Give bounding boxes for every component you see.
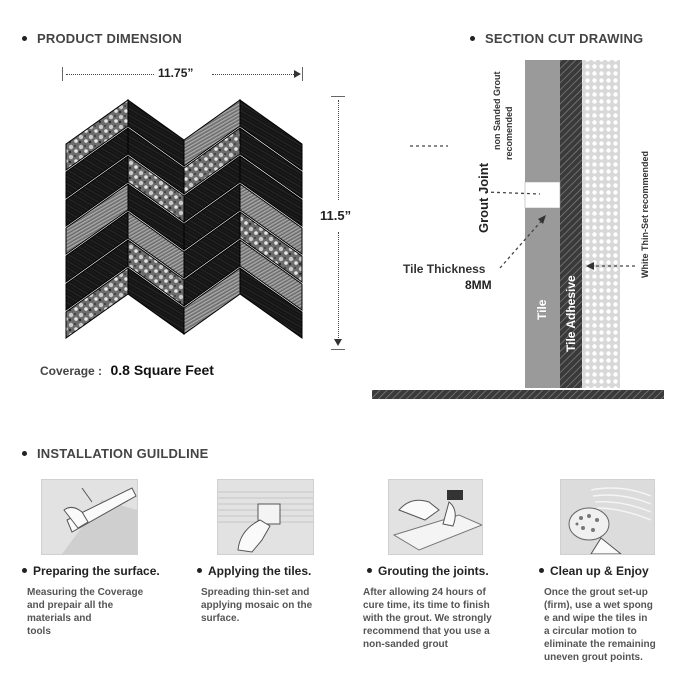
- section-cut-heading: [470, 31, 643, 46]
- coverage-label: Coverage :: [40, 364, 103, 378]
- grout-note-line2: recomended: [504, 106, 514, 160]
- desc-line: and prepair all the: [27, 600, 114, 611]
- spreading-thinset-illustration: [217, 479, 314, 555]
- step-1-title-row: [22, 564, 160, 578]
- grout-joint-label: Grout Joint: [476, 162, 491, 233]
- step-2-description: [201, 586, 351, 625]
- desc-line: (firm), use a wet spong: [544, 600, 653, 611]
- desc-line: tools: [27, 626, 51, 637]
- coverage-row: [40, 362, 214, 380]
- desc-line: Once the grout set-up: [544, 587, 648, 598]
- width-dotted-line-left: [66, 74, 154, 75]
- section-cut-title: SECTION CUT DRAWING: [485, 31, 644, 46]
- tile-upper: [525, 60, 560, 182]
- grout-joint-gap: [525, 182, 560, 208]
- desc-line: a circular motion to: [544, 626, 637, 637]
- coverage-value: 0.8 Square Feet: [110, 362, 214, 378]
- desc-line: eliminate the remaining: [544, 639, 656, 650]
- step-2-title-row: [197, 564, 311, 578]
- tile-label: Tile: [535, 299, 549, 320]
- desc-line: applying mosaic on the: [201, 600, 313, 611]
- desc-line: surface.: [201, 613, 240, 624]
- product-dimension-title: PRODUCT DIMENSION: [37, 31, 182, 46]
- installation-title: INSTALLATION GUILDLINE: [37, 446, 209, 461]
- tile-adhesive-label: Tile Adhesive: [564, 275, 578, 352]
- width-label: 11.75”: [158, 66, 194, 80]
- bullet-icon: [367, 568, 372, 573]
- sponge-cleaning-illustration: [560, 479, 655, 555]
- bullet-icon: [22, 568, 27, 573]
- height-dotted-line-bottom: [338, 232, 339, 340]
- step-4-title-row: [539, 564, 649, 578]
- bullet-icon: [197, 568, 202, 573]
- step-1-description: [27, 586, 177, 638]
- bullet-icon: [22, 36, 27, 41]
- tile-thickness-value: 8MM: [465, 278, 492, 292]
- grout-note-line1: non Sanded Grout: [492, 71, 502, 150]
- installation-heading: [22, 446, 208, 461]
- tile-lower: [525, 208, 560, 388]
- height-arrow-icon: [334, 339, 342, 346]
- desc-line: cure time, its time to finish: [363, 600, 490, 611]
- height-dotted-line-top: [338, 100, 339, 200]
- thinset-layer: [582, 60, 620, 388]
- step-4-title: Clean up & Enjoy: [550, 564, 649, 578]
- grouting-illustration: [388, 479, 483, 555]
- step-3-title-row: [367, 564, 489, 578]
- desc-line: non-sanded grout: [363, 639, 448, 650]
- step-3-description: [363, 586, 523, 651]
- desc-line: recommend that you use a: [363, 626, 490, 637]
- floor-layer: [372, 390, 664, 399]
- product-dimension-heading: [22, 31, 182, 46]
- desc-line: Measuring the Coverage: [27, 587, 144, 598]
- bullet-icon: [470, 36, 475, 41]
- herringbone-tile-image: [58, 94, 310, 342]
- bullet-icon: [22, 451, 27, 456]
- desc-line: Spreading thin-set and: [201, 587, 310, 598]
- step-3-title: Grouting the joints.: [378, 564, 489, 578]
- measuring-surface-illustration: [41, 479, 138, 555]
- width-arrow-icon: [294, 70, 301, 78]
- width-tick-right: [302, 67, 304, 81]
- desc-line: uneven grout points.: [544, 652, 643, 663]
- desc-line: e and wipe the tiles in: [544, 613, 648, 624]
- width-tick-left: [62, 67, 64, 81]
- section-cut-drawing: [360, 56, 670, 406]
- height-tick-top: [331, 96, 345, 98]
- width-dotted-line-right: [212, 74, 298, 75]
- bullet-icon: [539, 568, 544, 573]
- desc-line: After allowing 24 hours of: [363, 587, 486, 598]
- tile-thickness-label: Tile Thickness: [403, 262, 486, 276]
- height-tick-bottom: [331, 349, 345, 351]
- desc-line: materials and: [27, 613, 92, 624]
- step-4-description: [544, 586, 694, 664]
- thinset-note-label: White Thin-Set recommended: [640, 150, 650, 278]
- step-2-title: Applying the tiles.: [208, 564, 312, 578]
- step-1-title: Preparing the surface.: [33, 564, 160, 578]
- desc-line: with the grout. We strongly: [363, 613, 492, 624]
- height-label: 11.5”: [320, 208, 352, 223]
